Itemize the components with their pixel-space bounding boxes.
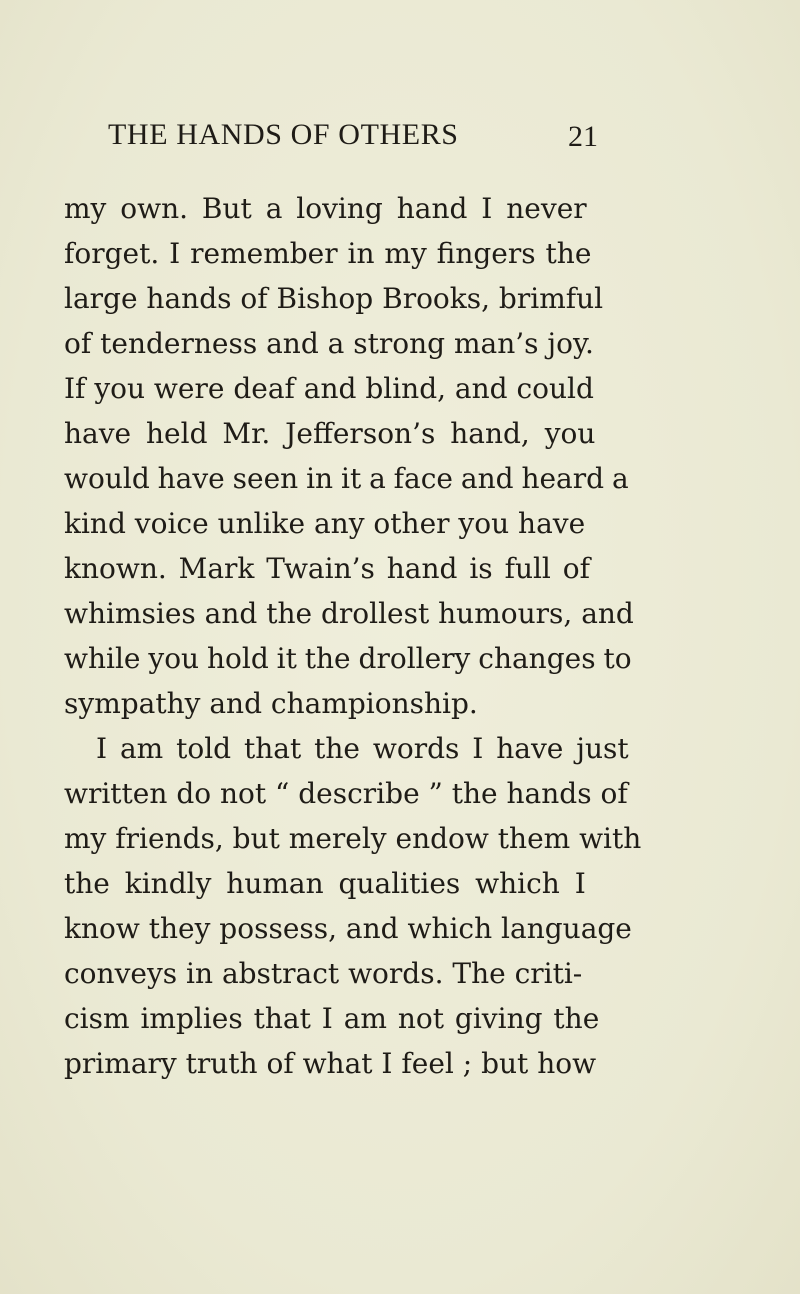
- text-line: cism implies that I am not giving the: [64, 1002, 600, 1035]
- text-line: my own. But a loving hand I never: [64, 192, 587, 225]
- text-line: would have seen in it a face and heard a: [64, 462, 629, 495]
- text-line: whimsies and the drollest humours, and: [64, 597, 634, 630]
- running-header: [108, 118, 598, 162]
- text-line: I am told that the words I have just: [96, 732, 629, 765]
- text-line: of tenderness and a strong man’s joy.: [64, 327, 594, 360]
- text-line: If you were deaf and blind, and could: [64, 372, 594, 405]
- text-line: my friends, but merely endow them with: [64, 822, 642, 855]
- text-line: conveys in abstract words. The criti-: [64, 957, 583, 990]
- text-line: know they possess, and which language: [64, 912, 632, 945]
- text-line: the kindly human qualities which I: [64, 867, 586, 900]
- text-line: primary truth of what I feel ; but how: [64, 1047, 597, 1080]
- text-line: large hands of Bishop Brooks, brimful: [64, 282, 604, 315]
- text-line: sympathy and championship.: [64, 687, 478, 720]
- text-line: forget. I remember in my fingers the: [64, 237, 592, 270]
- text-line: known. Mark Twain’s hand is full of: [64, 552, 591, 585]
- text-line: kind voice unlike any other you have: [64, 507, 586, 540]
- text-line: while you hold it the drollery changes to: [64, 642, 632, 675]
- page-number: 21: [568, 120, 598, 153]
- chapter-title: THE HANDS OF OTHERS: [108, 118, 459, 151]
- text-line: written do not “ describe ” the hands of: [64, 777, 628, 810]
- text-line: have held Mr. Jefferson’s hand, you: [64, 417, 596, 450]
